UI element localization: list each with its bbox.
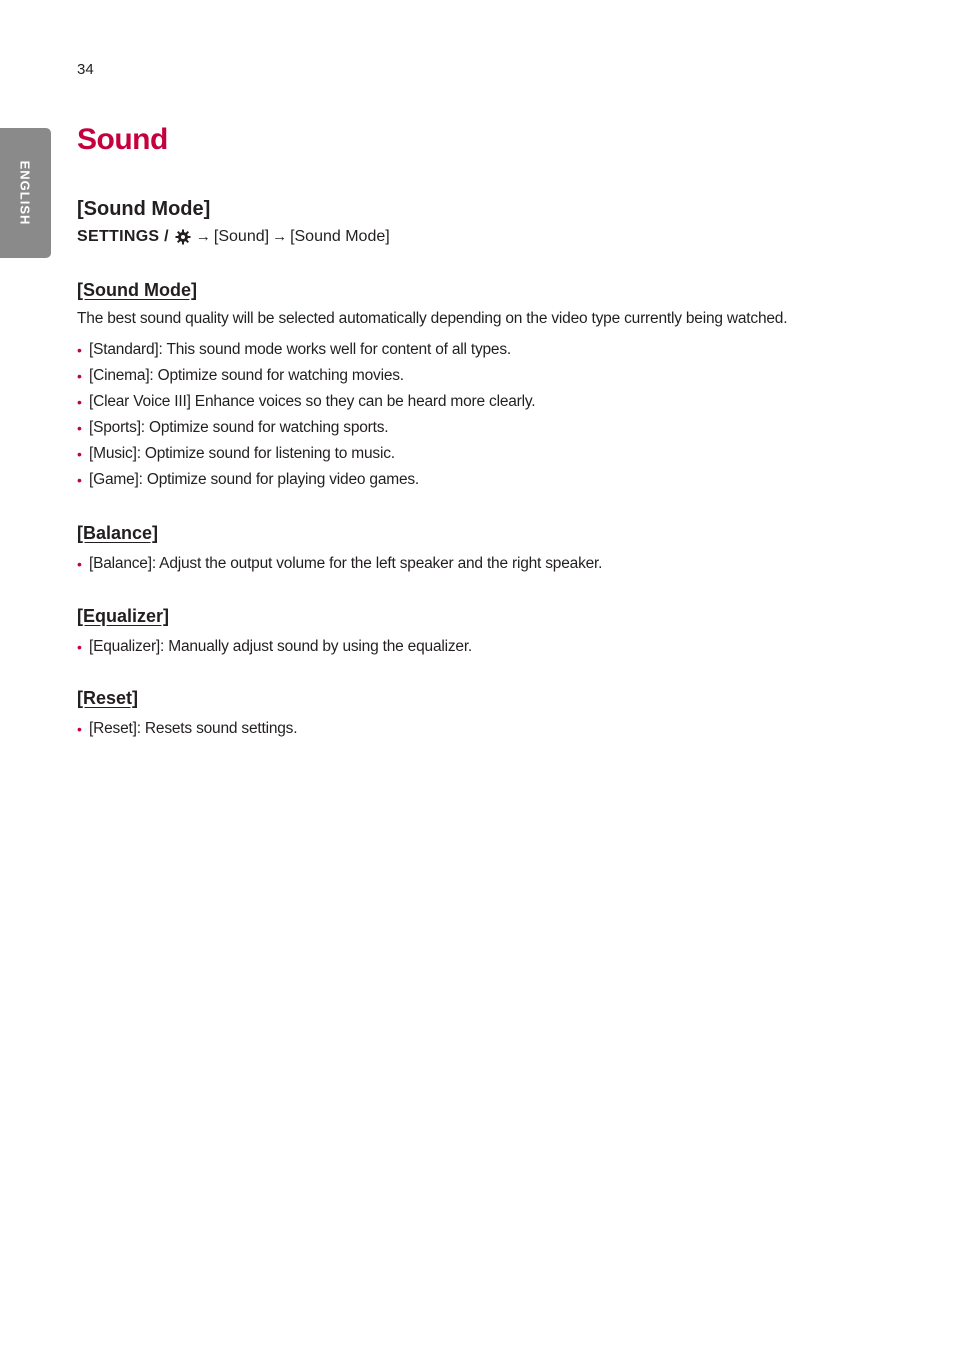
list-item-text: [Equalizer]: Manually adjust sound by using the equalizer.: [89, 638, 473, 655]
bullet-icon: •: [77, 420, 82, 436]
list-item: [77, 551, 877, 577]
bullet-icon: •: [77, 721, 82, 737]
bullet-icon: •: [77, 639, 82, 655]
settings-label: SETTINGS /: [77, 228, 169, 245]
menu-title: [Sound Mode]: [77, 198, 211, 220]
list-item-text: [Cinema]: Optimize sound for watching movies.: [89, 367, 404, 384]
section-title-reset: [Reset]: [77, 688, 139, 708]
language-tab-label: ENGLISH: [17, 160, 33, 226]
balance-list: [77, 551, 877, 577]
page-title: Sound: [77, 123, 168, 156]
list-item: [77, 441, 877, 467]
list-item-text: [Clear Voice III] Enhance voices so they can be heard more clearly.: [89, 393, 536, 410]
list-item-text: [Sports]: Optimize sound for watching sports.: [89, 419, 389, 436]
language-tab: [0, 128, 51, 258]
gear-icon: [175, 229, 191, 245]
bullet-icon: •: [77, 394, 82, 410]
list-item: [77, 415, 877, 441]
section-title-equalizer: [Equalizer]: [77, 606, 170, 626]
list-item: [77, 634, 877, 660]
list-item: [77, 337, 877, 363]
main-content: [77, 120, 877, 742]
bullet-icon: •: [77, 472, 82, 488]
arrow-icon: →: [272, 228, 288, 245]
menu-path: [77, 227, 877, 247]
bullet-icon: •: [77, 556, 82, 572]
list-item-text: [Music]: Optimize sound for listening to music.: [89, 445, 395, 462]
list-item-text: [Game]: Optimize sound for playing video games.: [89, 471, 420, 488]
list-item: [77, 716, 877, 742]
reset-list: [77, 716, 877, 742]
list-item-text: [Standard]: This sound mode works well for content of all types.: [89, 341, 511, 358]
list-item: [77, 467, 877, 493]
page-number: 34: [77, 61, 94, 78]
bullet-icon: •: [77, 446, 82, 462]
section-title-balance: [Balance]: [77, 523, 159, 543]
section-description: The best sound quality will be selected automatically depending on the video type currently being watched.: [77, 310, 788, 327]
arrow-icon: →: [195, 228, 211, 245]
list-item: [77, 363, 877, 389]
equalizer-list: [77, 634, 877, 660]
bullet-icon: •: [77, 368, 82, 384]
bullet-icon: •: [77, 342, 82, 358]
menu-path-sound: [Sound]: [213, 228, 270, 245]
menu-path-sound-mode: [Sound Mode]: [290, 228, 390, 245]
section-title-sound-mode: [Sound Mode]: [77, 280, 197, 300]
list-item-text: [Reset]: Resets sound settings.: [89, 720, 298, 737]
list-item-text: [Balance]: Adjust the output volume for the left speaker and the right speaker.: [89, 555, 603, 572]
list-item: [77, 389, 877, 415]
sound-mode-list: [77, 337, 877, 493]
